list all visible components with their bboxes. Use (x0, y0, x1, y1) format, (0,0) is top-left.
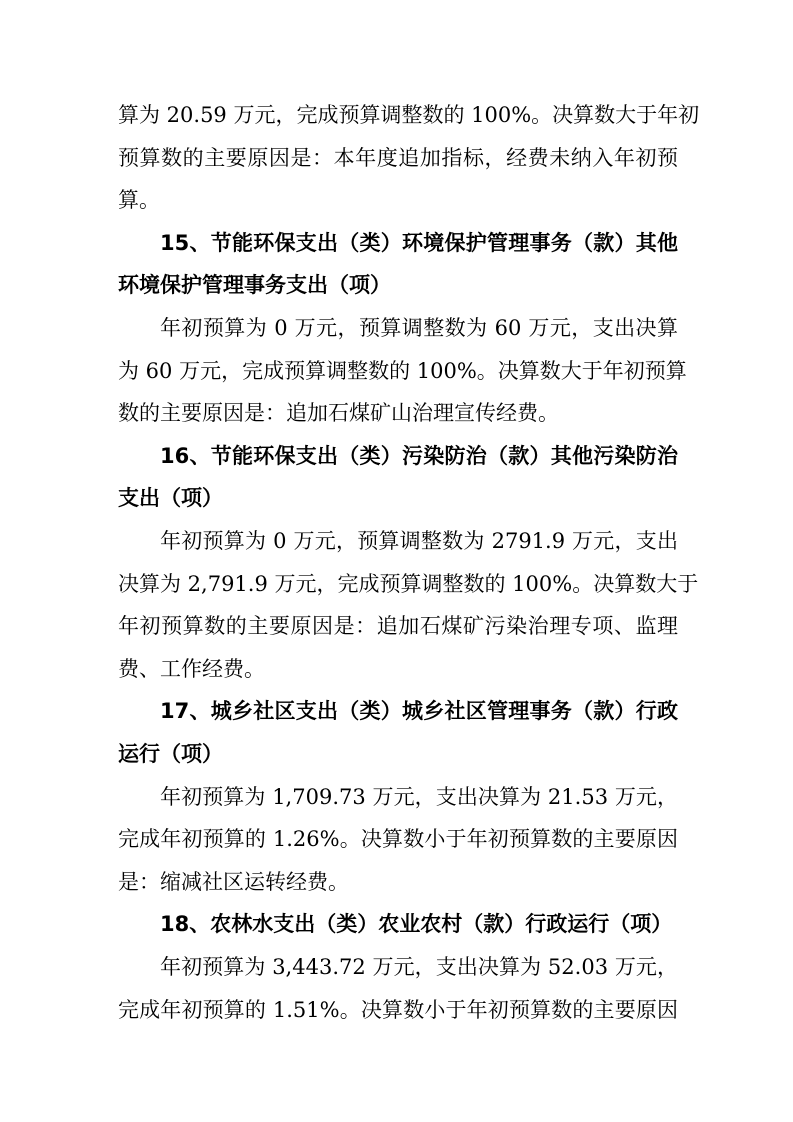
paragraph-line: 算为 20.59 万元，完成预算调整数的 100%。决算数大于年初 (118, 103, 700, 127)
paragraph-line: 为 60 万元，完成预算调整数的 100%。决算数大于年初预算 (118, 358, 687, 383)
section-heading-line: 运行（项） (118, 742, 223, 766)
paragraph-line: 年初预算为 0 万元，预算调整数为 2791.9 万元，支出 (160, 529, 678, 553)
paragraph-line: 年初预算数的主要原因是：追加石煤矿污染治理专项、监理 (118, 614, 678, 639)
section-heading-line: 17、城乡社区支出（类）城乡社区管理事务（款）行政 (160, 699, 678, 724)
paragraph-line: 预算数的主要原因是：本年度追加指标，经费未纳入年初预 (118, 145, 678, 170)
paragraph-line: 数的主要原因是：追加石煤矿山治理宣传经费。 (118, 401, 559, 426)
paragraph-line: 是：缩减社区运转经费。 (118, 869, 349, 894)
section-heading-line: 16、节能环保支出（类）污染防治（款）其他污染防治 (160, 443, 678, 468)
paragraph-line: 年初预算为 1,709.73 万元，支出决算为 21.53 万元， (160, 784, 678, 809)
paragraph-line: 年初预算为 3,443.72 万元，支出决算为 52.03 万元， (160, 955, 678, 979)
paragraph-line: 完成年初预算的 1.26%。决算数小于年初预算数的主要原因 (118, 827, 678, 852)
paragraph-line: 决算为 2,791.9 万元，完成预算调整数的 100%。决算数大于 (118, 571, 699, 596)
paragraph-line: 算。 (118, 188, 160, 213)
section-heading-line: 支出（项） (118, 486, 223, 511)
paragraph-line: 完成年初预算的 1.51%。决算数小于年初预算数的主要原因 (118, 997, 678, 1022)
paragraph-line: 年初预算为 0 万元，预算调整数为 60 万元，支出决算 (160, 316, 678, 340)
section-heading-line: 环境保护管理事务支出（项） (118, 273, 391, 298)
section-heading-line: 18、农林水支出（类）农业农村（款）行政运行（项） (160, 912, 673, 937)
section-heading-line: 15、节能环保支出（类）环境保护管理事务（款）其他 (160, 230, 678, 255)
paragraph-line: 费、工作经费。 (118, 656, 265, 681)
